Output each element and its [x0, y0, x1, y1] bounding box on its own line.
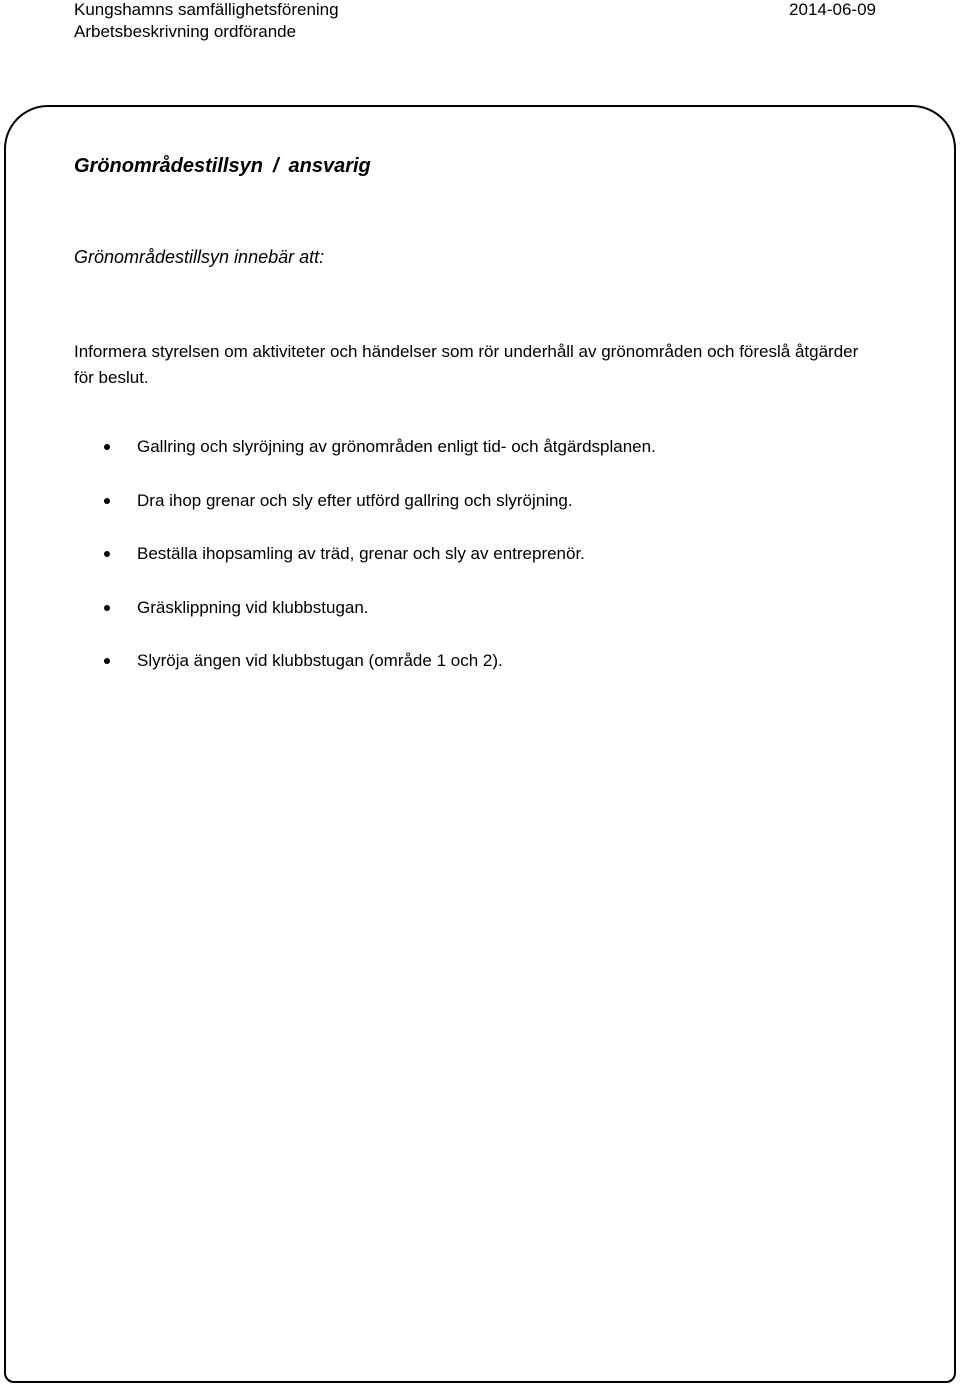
task-text: Gräsklippning vid klubbstugan.	[137, 597, 369, 617]
heading-role: Grönområdestillsyn	[74, 155, 263, 177]
section-heading	[74, 155, 371, 178]
bullet-icon	[104, 498, 110, 504]
document-title: Arbetsbeskrivning ordförande	[74, 22, 297, 41]
heading-responsibility: ansvarig	[288, 155, 371, 177]
content-frame	[4, 105, 956, 1383]
organization-name: Kungshamns samfällighetsförening	[74, 0, 339, 19]
task-text: Dra ihop grenar och sly efter utförd gallring och slyröjning.	[137, 490, 573, 510]
section-subheading: Grönområdestillsyn innebär att:	[74, 247, 325, 267]
task-text: Slyröja ängen vid klubbstugan (område 1 och 2).	[137, 651, 503, 670]
document-date: 2014-06-09	[789, 0, 876, 19]
heading-separator: /	[272, 155, 279, 177]
bullet-icon	[104, 605, 110, 611]
bullet-icon	[104, 551, 110, 557]
bullet-icon	[104, 658, 110, 664]
intro-paragraph: Informera styrelsen om aktiviteter och händelser som rör underhåll av grönområden och föreslå åtgärder för beslut.	[74, 342, 859, 387]
bullet-icon	[104, 444, 110, 450]
task-text: Beställa ihopsamling av träd, grenar och sly av entreprenör.	[137, 544, 585, 563]
task-text: Gallring och slyröjning av grönområden enligt tid- och åtgärdsplanen.	[137, 437, 656, 456]
